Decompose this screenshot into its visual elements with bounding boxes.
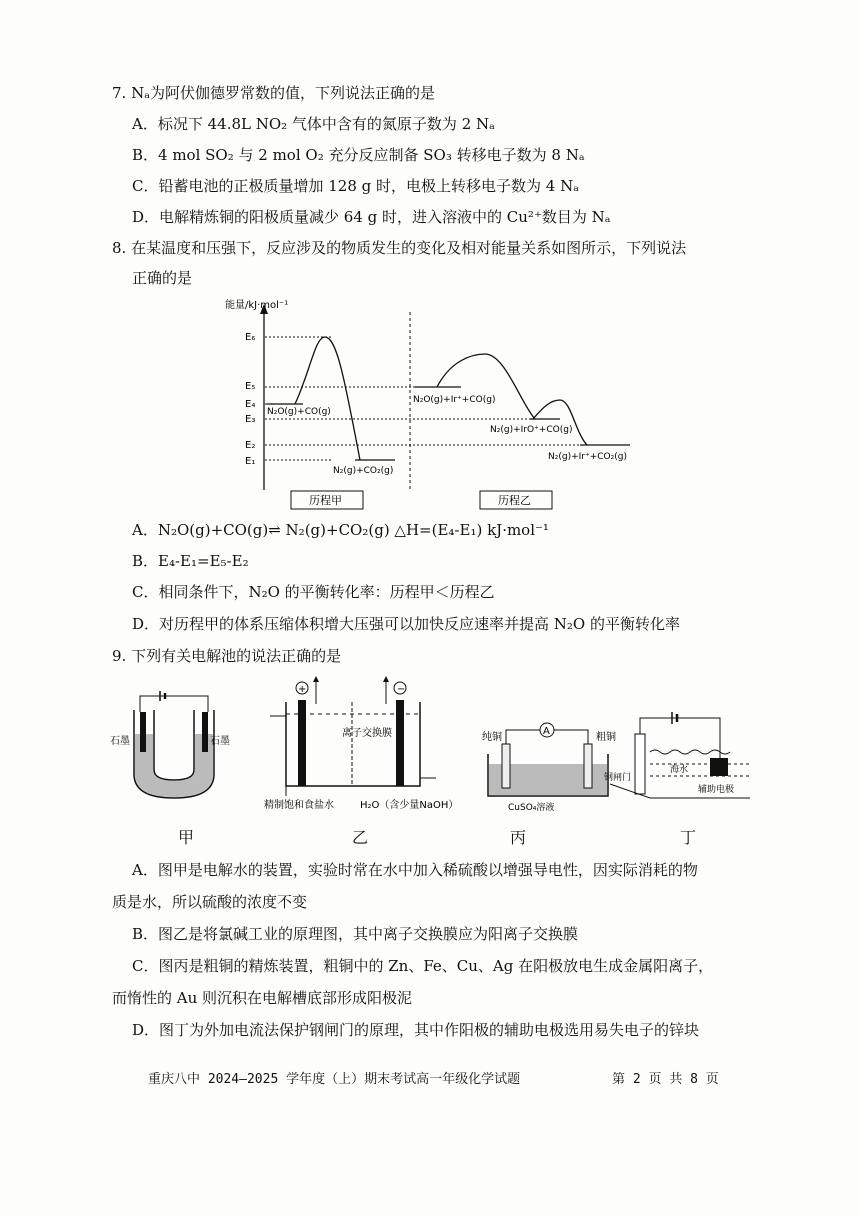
- ding-water-label: 海水: [670, 765, 689, 775]
- q8-option-a: A．N₂O(g)+CO(g)⇌ N₂(g)+CO₂(g) △H=(E₄-E₁) kJ·mol⁻¹: [132, 521, 549, 539]
- q9-option-c-cont: 而惰性的 Au 则沉积在电解槽底部形成阳极泥: [112, 989, 413, 1007]
- q8-stem: 8. 在某温度和压强下，反应涉及的物质发生的变化及相对能量关系如图所示，下列说法: [112, 239, 687, 257]
- yi-start-label: N₂O(g)+Ir⁺+CO(g): [413, 395, 496, 405]
- caption-ding: 丁: [680, 828, 697, 847]
- yi-right-bottom-label: H₂O（含少量NaOH）: [360, 800, 459, 811]
- q9-option-b: B．图乙是将氯碱工业的原理图，其中离子交换膜应为阳离子交换膜: [132, 925, 579, 943]
- ding-aux-label: 辅助电极: [698, 785, 735, 795]
- figure-ding: [604, 712, 750, 798]
- level-e1: E₁: [245, 456, 256, 467]
- figure-bing: [482, 723, 616, 813]
- level-e3: E₃: [245, 414, 256, 425]
- level-e6: E₆: [245, 332, 256, 343]
- q7-option-a: A．标况下 44.8L NO₂ 气体中含有的氮原子数为 2 Nₐ: [132, 115, 495, 133]
- q9-option-a: A．图甲是电解水的装置，实验时常在水中加入稀硫酸以增强导电性，因实际消耗的物: [132, 861, 698, 879]
- q7-option-b: B．4 mol SO₂ 与 2 mol O₂ 充分反应制备 SO₃ 转移电子数为 8 Nₐ: [132, 146, 585, 164]
- caption-jia: 甲: [178, 828, 195, 847]
- jia-start-label: N₂O(g)+CO(g): [267, 407, 331, 417]
- q7-option-c: C．铅蓄电池的正极质量增加 128 g 时，电极上转移电子数为 4 Nₐ: [132, 177, 580, 195]
- bing-left-label: 纯铜: [482, 732, 502, 743]
- yi-left-bottom-label: 精制饱和食盐水: [264, 800, 334, 811]
- svg-text:−: −: [397, 684, 406, 695]
- box-yi-label: 历程乙: [498, 494, 531, 507]
- bing-solution-label: CuSO₄溶液: [508, 803, 555, 813]
- bing-meter-label: A: [543, 726, 550, 737]
- y-axis-label: 能量/kJ·mol⁻¹: [225, 300, 289, 311]
- yi-mid-label: N₂(g)+IrO⁺+CO(g): [490, 425, 573, 435]
- footer-page-number: 第 2 页 共 8 页: [612, 1072, 719, 1087]
- bing-right-label: 粗铜: [596, 732, 616, 743]
- q9-option-c: C．图丙是粗铜的精炼装置，粗铜中的 Zn、Fe、Cu、Ag 在阳极放电生成金属阳离子，: [132, 957, 714, 975]
- level-e4: E₄: [245, 399, 256, 410]
- q8-option-b: B．E₄-E₁=E₅-E₂: [132, 552, 249, 570]
- figure-yi: [264, 676, 458, 811]
- jia-left-label: 石墨: [110, 736, 130, 747]
- level-e5: E₅: [245, 381, 256, 392]
- q8-option-d: D．对历程甲的体系压缩体积增大压强可以加快反应速率并提高 N₂O 的平衡转化率: [132, 615, 681, 633]
- ding-gate-label: 钢闸门: [604, 773, 632, 783]
- q8-option-c: C．相同条件下，N₂O 的平衡转化率：历程甲＜历程乙: [132, 583, 495, 601]
- q7-option-d: D．电解精炼铜的阳极质量减少 64 g 时，进入溶液中的 Cu²⁺数目为 Nₐ: [132, 208, 611, 226]
- q9-option-a-cont: 质是水，所以硫酸的浓度不变: [112, 893, 308, 911]
- box-jia-label: 历程甲: [309, 494, 342, 507]
- jia-right-label: 石墨: [210, 736, 230, 747]
- q8-stem-cont: 正确的是: [132, 269, 193, 287]
- figure-jia: [110, 691, 230, 798]
- q9-stem: 9. 下列有关电解池的说法正确的是: [112, 647, 342, 665]
- level-e2: E₂: [245, 440, 256, 451]
- footer-title: 重庆八中 2024—2025 学年度（上）期末考试高一年级化学试题: [148, 1072, 521, 1087]
- q9-option-d: D．图丁为外加电流法保护钢闸门的原理，其中作阳极的辅助电极选用易失电子的锌块: [132, 1021, 700, 1039]
- caption-yi: 乙: [352, 828, 369, 847]
- svg-text:+: +: [298, 684, 307, 695]
- energy-diagram: [215, 292, 645, 520]
- yi-membrane-label: 离子交换膜: [342, 728, 392, 739]
- yi-end-label: N₂(g)+Ir⁺+CO₂(g): [548, 452, 627, 462]
- caption-bing: 丙: [510, 828, 527, 847]
- electrolysis-figures: [110, 674, 760, 813]
- jia-end-label: N₂(g)+CO₂(g): [333, 466, 394, 476]
- q7-stem: 7. Nₐ为阿伏伽德罗常数的值，下列说法正确的是: [112, 84, 435, 102]
